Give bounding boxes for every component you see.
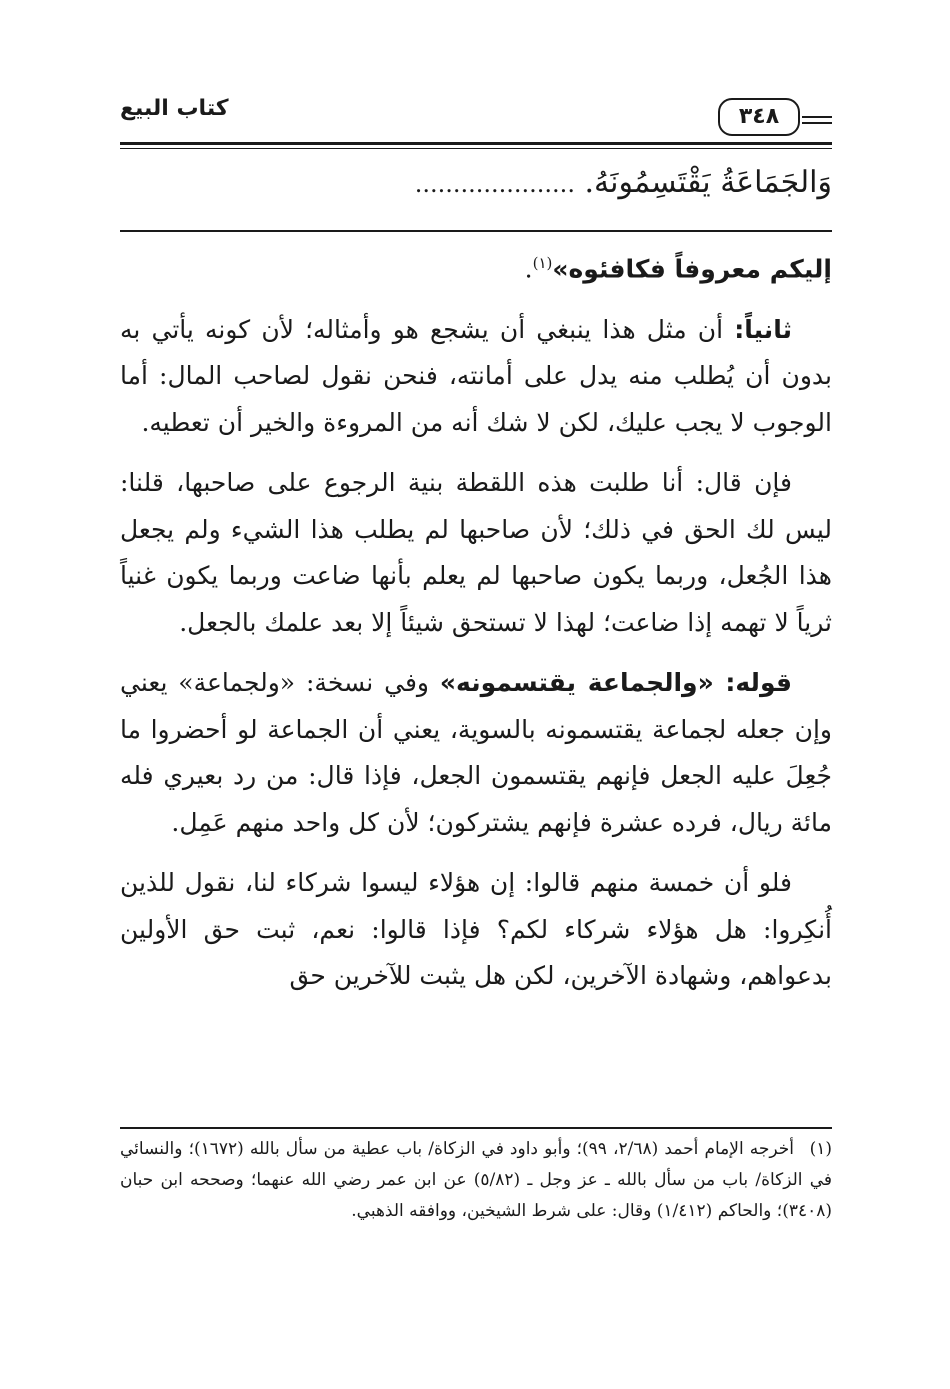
paragraph bbox=[120, 460, 832, 646]
matn-line bbox=[120, 158, 832, 208]
header-rule bbox=[120, 142, 832, 145]
header-ornament-line bbox=[802, 122, 832, 124]
paragraph bbox=[120, 660, 832, 846]
footnote-text: أخرجه الإمام أحمد (٢/٦٨، ٩٩)؛ وأبو داود في الزكاة/ باب عطية من سأل بالله (١٦٧٢)؛ والنسائي في الزكاة/ باب من سأل بالله ـ عز وجل ـ (٥/٨٢) عن ابن عمر رضي الله عنهما؛ وصححه ابن حبان (٣٤٠٨)؛ والحاكم (١/٤١٢) وقال: على شرط الشيخين، ووافقه الذهبي. bbox=[120, 1139, 832, 1221]
matn-separator bbox=[120, 230, 832, 232]
paragraph-text: وفي نسخة: «ولجماعة» يعني وإن جعله لجماعة يقتسمونه بالسوية، يعني أن الجماعة لو أحضروا ما جُعِلَ عليه الجعل فإنهم يقتسمون الجعل، فإذا قال: من رد بعيري فله مائة ريال، فرده عشرة فإنهم يشتركون؛ لأن كل واحد منهم عَمِل. bbox=[120, 668, 832, 837]
paragraph bbox=[120, 240, 832, 293]
paragraph-bold: إليكم معروفاً فكافئوه» bbox=[552, 254, 832, 284]
footnote-ref: (١) bbox=[532, 254, 553, 272]
paragraph bbox=[120, 860, 832, 1000]
paragraph-end: . bbox=[524, 254, 533, 284]
footnote-separator bbox=[120, 1127, 832, 1129]
matn-text: وَالجَمَاعَةُ يَقْتَسِمُونَهُ. bbox=[584, 165, 832, 200]
book-title: كتاب البيع bbox=[120, 96, 229, 121]
paragraph-lead: ثانياً: bbox=[734, 314, 792, 344]
paragraph bbox=[120, 307, 832, 447]
paragraph-text: فلو أن خمسة منهم قالوا: إن هؤلاء ليسوا شركاء لنا، نقول للذين أُنكِروا: هل هؤلاء شركاء لكم؟ فإذا قالوا: نعم، ثبت حق الأولين بدعواهم، وشهادة الآخرين، لكن هل يثبت للآخرين حق bbox=[120, 868, 832, 991]
header-ornament-line bbox=[802, 116, 832, 118]
paragraph-text: أن مثل هذا ينبغي أن يشجع هو وأمثاله؛ لأن كونه يأتي به بدون أن يُطلب منه يدل على أمانته، فنحن نقول لصاحب المال: أما الوجوب لا يجب عليك، لكن لا شك أنه من المروءة والخير أن تعطيه. bbox=[120, 314, 832, 437]
paragraph-text: فإن قال: أنا طلبت هذه اللقطة بنية الرجوع على صاحبها، قلنا: ليس لك الحق في ذلك؛ لأن صاحبها لم يطلب هذا الشيء ولم يجعل هذا الجُعل، وربما يكون صاحبها لم يعلم بأنها ضاعت وربما يكون غنياً ثرياً لا تهمه إذا ضاعت؛ لهذا لا تستحق شيئاً إلا بعد علمك بالجعل. bbox=[120, 468, 832, 637]
page-header bbox=[120, 92, 832, 152]
main-text bbox=[120, 240, 832, 1014]
header-rule-thin bbox=[120, 148, 832, 149]
matn-dots: ..................... bbox=[414, 170, 575, 198]
footnote-number: (١) bbox=[809, 1139, 833, 1159]
footnote bbox=[120, 1134, 832, 1227]
page-number: ٣٤٨ bbox=[718, 98, 800, 136]
paragraph-lead: قوله: «والجماعة يقتسمونه» bbox=[439, 668, 792, 698]
